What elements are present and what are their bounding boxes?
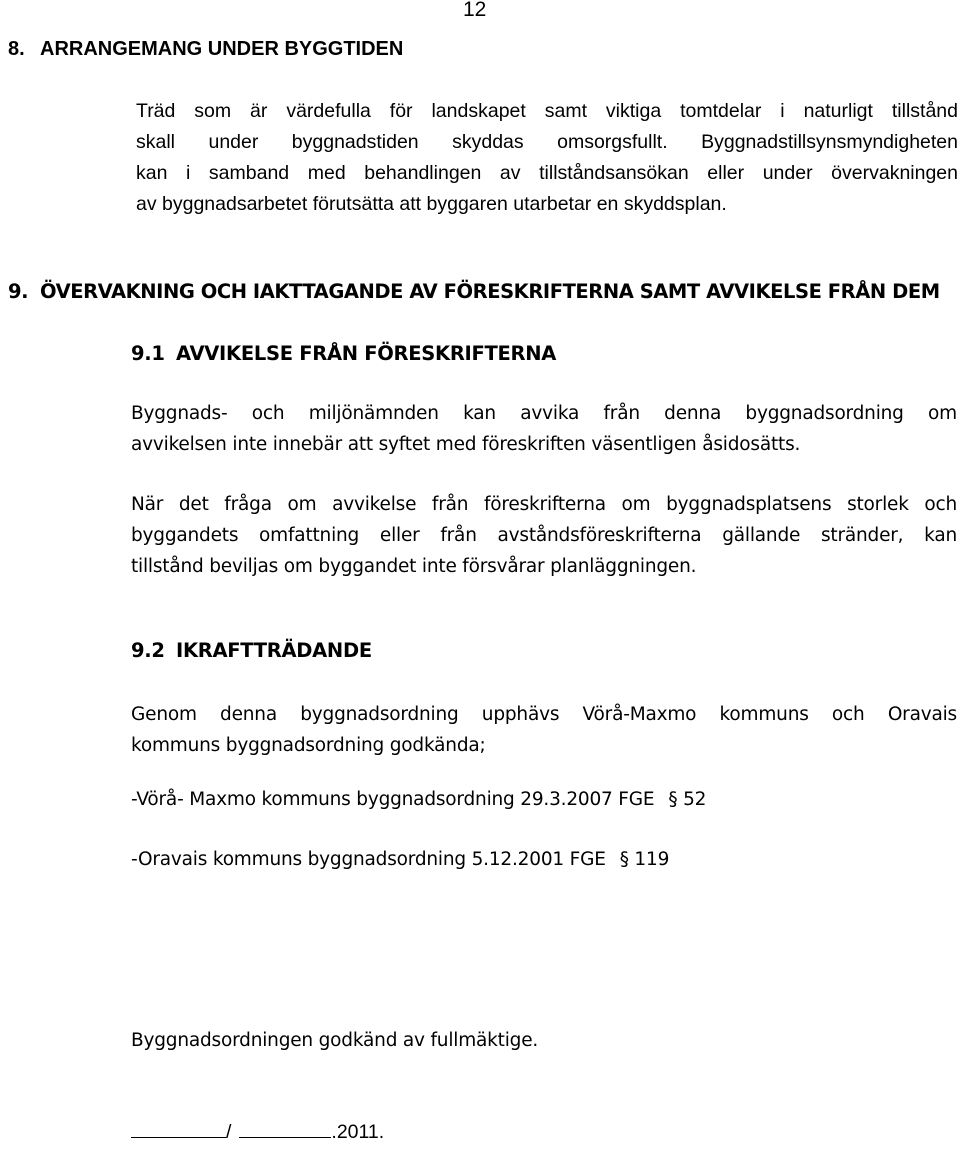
section-9-2-title: IKRAFTTRÄDANDE [176, 639, 372, 662]
list-item-reference: § 52 [668, 789, 707, 810]
list-item-text: -Vörå- Maxmo kommuns byggnadsordning 29.3.2007 FGE [131, 789, 655, 810]
repealed-ordinance-item [131, 789, 706, 810]
section-8-paragraph [136, 96, 958, 220]
section-8-title: ARRANGEMANG UNDER BYGGTIDEN [40, 38, 404, 60]
paragraph-line: av byggnadsarbetet förutsätta att byggaren utarbetar en skyddsplan. [136, 193, 727, 215]
section-9-number: 9. [8, 280, 29, 303]
section-9-heading [8, 280, 940, 303]
date-separator: / [226, 1121, 232, 1143]
paragraph-line: kommuns byggnadsordning godkända; [131, 735, 486, 756]
date-year: .2011. [331, 1121, 385, 1143]
section-9-2-paragraph [131, 699, 957, 761]
list-item-text: -Oravais kommuns byggnadsordning 5.12.2001 FGE [131, 849, 606, 870]
date-month-blank [239, 1120, 331, 1138]
section-9-1-heading [131, 342, 556, 365]
section-9-1-paragraph-1 [131, 398, 957, 460]
repealed-ordinance-item [131, 849, 669, 870]
section-9-1-title: AVVIKELSE FRÅN FÖRESKRIFTERNA [176, 342, 557, 365]
section-8-number: 8. [8, 38, 25, 60]
paragraph-line: kan i samband med behandlingen av tillståndsansökan eller under övervakningen [136, 162, 958, 184]
paragraph-line: När det fråga om avvikelse från föreskrifterna om byggnadsplatsens storlek och [131, 494, 957, 515]
paragraph-line: Genom denna byggnadsordning upphävs Vörå-Maxmo kommuns och Oravais [131, 704, 957, 725]
page-number: 12 [463, 0, 487, 21]
paragraph-line: skall under byggnadstiden skyddas omsorgsfullt. Byggnadstillsynsmyndigheten [136, 131, 958, 153]
list-item-reference: § 119 [619, 849, 670, 870]
date-day-blank [131, 1120, 226, 1138]
paragraph-line: byggandets omfattning eller från avståndsföreskrifterna gällande stränder, kan [131, 525, 957, 546]
paragraph-line: tillstånd beviljas om byggandet inte försvårar planläggningen. [131, 556, 697, 577]
section-8-heading [8, 38, 403, 61]
section-9-1-number: 9.1 [131, 342, 165, 365]
approval-statement: Byggnadsordningen godkänd av fullmäktige. [131, 1030, 539, 1051]
section-9-2-number: 9.2 [131, 639, 165, 662]
date-line [131, 1120, 384, 1144]
section-9-1-paragraph-2 [131, 489, 957, 582]
paragraph-line: Träd som är värdefulla för landskapet samt viktiga tomtdelar i naturligt tillstånd [136, 100, 958, 122]
section-9-title: ÖVERVAKNING OCH IAKTTAGANDE AV FÖRESKRIFTERNA SAMT AVVIKELSE FRÅN DEM [40, 280, 940, 303]
section-9-2-heading [131, 639, 372, 662]
paragraph-line: avvikelsen inte innebär att syftet med föreskriften väsentligen åsidosätts. [131, 434, 801, 455]
paragraph-line: Byggnads- och miljönämnden kan avvika från denna byggnadsordning om [131, 403, 957, 424]
